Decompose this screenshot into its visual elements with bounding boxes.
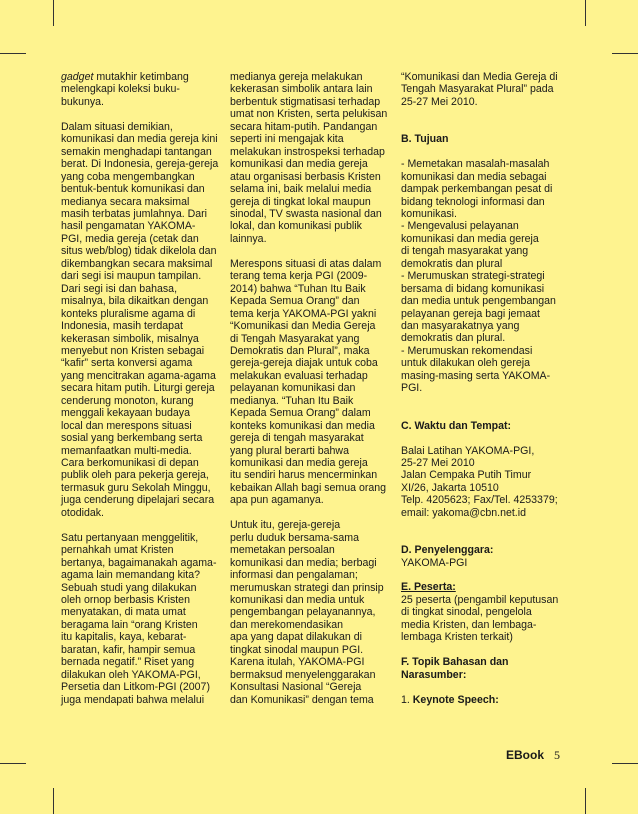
text-line: bentuk-bentuk komunikasi dan	[61, 183, 205, 196]
keynote-label: Keynote Speech:	[412, 693, 499, 706]
spacer	[401, 432, 573, 444]
text-line: lainnya.	[230, 232, 267, 245]
text-line: memetakan persoalan	[230, 544, 335, 557]
text-line: Karena itulah, YAKOMA-PGI	[230, 656, 365, 669]
spacer	[401, 681, 573, 693]
text-line: Untuk itu, gereja-gereja	[230, 519, 341, 532]
text-line: memanfaatkan multi-media.	[61, 444, 192, 457]
text-line: di tengah masyarakat yang	[401, 245, 529, 258]
text-line: melakukan instrospeksi terhadap	[230, 145, 385, 158]
text-line: konteks pluralisme agama di	[61, 307, 196, 320]
section-heading-waktu: C. Waktu dan Tempat:	[401, 419, 512, 432]
peserta-details	[401, 594, 573, 644]
crop-mark	[612, 763, 638, 764]
text-line: termasuk guru Sekolah Minggu,	[61, 481, 211, 494]
text-line: Tengah Masyarakat Plural” pada	[401, 83, 554, 96]
text-line: Balai Latihan YAKOMA-PGI,	[401, 444, 535, 457]
text-line: local dan merespons situasi	[61, 419, 192, 432]
text-line: pelayanan komunikasi dan	[230, 382, 356, 395]
text-line: - Mengevalusi pelayanan	[401, 220, 519, 233]
text-line: menyebut non Kristen sebagai	[61, 344, 205, 357]
text-line: menyatakan, di mata umat	[61, 606, 186, 619]
text-line: Cara berkomunikasi di depan	[61, 457, 199, 470]
text-line: Dalam situasi demikian,	[61, 120, 173, 133]
text-line: oleh ornop berbasis Kristen	[61, 594, 190, 606]
crop-mark	[0, 763, 26, 764]
text-line: Indonesia, masih terdapat	[61, 320, 183, 333]
text-line: dilakukan oleh YAKOMA-PGI,	[61, 668, 201, 681]
text-line: demokratis dan plural	[401, 257, 503, 270]
crop-mark	[585, 788, 586, 814]
text-line: Merespons situasi di atas dalam	[230, 257, 382, 270]
text-line: beragama lain “orang Kristen	[61, 618, 198, 631]
text-line: selama ini, baik melalui media	[230, 183, 372, 196]
text-line: informasi dan pengalaman;	[230, 569, 358, 582]
text-line: bertanya, bagaimanakah agama-	[61, 556, 217, 569]
text-line: melengkapi koleksi buku-	[61, 83, 180, 96]
text-line: tingkat sinodal maupun PGI.	[230, 643, 364, 656]
text-line: dan media untuk pengembangan	[401, 295, 556, 308]
text-line: cenderung monoton, kurang	[61, 394, 194, 407]
text-line: berat. Di Indonesia, gereja-gereja	[61, 158, 219, 171]
spacer	[401, 519, 573, 544]
text-run: mutakhir ketimbang	[93, 71, 189, 83]
text-line: F. Topik Bahasan dan	[401, 656, 509, 669]
text-line: publik oleh para pekerja gereja,	[61, 469, 209, 482]
text-line: lembaga Kristen terkait)	[401, 631, 513, 644]
text-line: agama lain memandang kita?	[61, 569, 200, 582]
spacer	[401, 108, 573, 133]
text-line: PGI, media gereja (cetak dan	[61, 232, 199, 245]
crop-mark	[612, 53, 638, 54]
text-line: - Merumuskan rekomendasi	[401, 344, 533, 357]
text-line: Narasumber:	[401, 668, 467, 681]
text-line: dan Komunikasi” dengan tema	[230, 693, 374, 706]
text-line: juga mendapati bahwa melalui	[61, 693, 205, 706]
text-line: terang tema kerja PGI (2009-	[230, 270, 368, 283]
text-line: masih terbatas jumlahnya. Dari	[61, 207, 208, 220]
text-line: XI/26, Jakarta 10510	[401, 481, 499, 494]
waktu-details	[401, 445, 573, 520]
section-heading-penyelenggara: D. Penyelenggara:	[401, 544, 494, 557]
text-line: - Merumuskan strategi-strategi	[401, 270, 545, 283]
text-line: email: yakoma@cbn.net.id	[401, 506, 526, 519]
text-line: menggali kekayaan budaya	[61, 407, 190, 420]
keynote-number: 1.	[401, 693, 413, 706]
text-line: Dari segi isi dan bahasa,	[61, 282, 178, 295]
paragraph	[61, 532, 221, 706]
text-line: komunikasi dan media; berbagi	[230, 556, 377, 569]
text-line: semakin menghadapi tantangan	[61, 145, 212, 158]
text-line: dampak perkembangan pesat di	[401, 183, 553, 196]
text-line: itu sendiri harus mencerminkan	[230, 469, 378, 482]
page-number: 5	[554, 748, 561, 762]
spacer	[401, 395, 573, 420]
keynote-item	[401, 694, 573, 706]
text-line: di Tengah Masyarakat yang	[230, 332, 360, 345]
text-line: pengembangan pelayanannya,	[230, 606, 376, 619]
text-line: bermaksud menyelenggarakan	[230, 668, 376, 681]
crop-mark	[0, 53, 26, 54]
text-line	[61, 71, 221, 83]
text-line: bersama di bidang komunikasi	[401, 282, 545, 295]
text-line: Telp. 4205623; Fax/Tel. 4253379;	[401, 494, 558, 507]
text-line: “Komunikasi dan Media Gereja di	[401, 71, 558, 83]
text-line: secara hitam-putih. Pandangan	[230, 120, 378, 133]
text-line: medianya gereja melakukan	[230, 71, 363, 83]
text-line: untuk dilakukan oleh gereja	[401, 357, 530, 370]
text-line: tema kerja YAKOMA-PGI yakni	[230, 307, 377, 320]
text-line: media Kristen, dan lembaga-	[401, 618, 537, 631]
text-line: dikembangkan secara maksimal	[61, 257, 213, 270]
text-line: Kepada Semua Orang” dalam	[230, 407, 371, 420]
text-line: gereja di tengah masyarakat	[230, 432, 364, 445]
penyelenggara-value: YAKOMA-PGI	[401, 556, 468, 569]
section-heading-tujuan: B. Tujuan	[401, 133, 449, 146]
text-line: apa pun agamanya.	[230, 494, 324, 507]
text-line: dan masyarakatnya yang	[401, 320, 520, 333]
text-line: bidang teknologi informasi dan	[401, 195, 545, 208]
text-line: bukunya.	[61, 95, 104, 108]
text-line: sinodal, TV swasta nasional dan	[230, 207, 382, 220]
spacer	[401, 644, 573, 656]
section-heading-topik	[401, 656, 573, 681]
text-line: hasil pengamatan YAKOMA-	[61, 220, 196, 233]
text-line: dari segi isi maupun tampilan.	[61, 270, 202, 283]
text-line: kekerasan simbolik, misalnya	[61, 332, 199, 345]
text-line: Sebuah studi yang dilakukan	[61, 581, 197, 594]
text-line: “kafir” serta konversi agama	[61, 357, 193, 370]
text-line: yang coba mengembangkan	[61, 170, 195, 183]
text-line: PGI.	[401, 382, 423, 395]
text-line: masing-masing serta YAKOMA-	[401, 369, 551, 382]
text-line: berbentuk stigmatisasi terhadap	[230, 95, 381, 108]
paragraph	[61, 71, 221, 108]
text-line: Persetia dan Litkom-PGI (2007)	[61, 681, 210, 694]
paragraph	[230, 519, 390, 706]
text-line: juga cenderung dipelajari secara	[61, 494, 215, 507]
crop-mark	[585, 0, 586, 26]
text-line: gereja-gereja diajak untuk coba	[230, 357, 378, 370]
text-line: perlu duduk bersama-sama	[230, 531, 359, 544]
text-line: “Komunikasi dan Media Gereja	[230, 320, 376, 333]
text-line: konteks komunikasi dan media	[230, 419, 375, 432]
text-line: komunikasi.	[401, 207, 457, 220]
text-line: 25 peserta (pengambil keputusan	[401, 593, 559, 606]
text-line: 25-27 Mei 2010.	[401, 95, 478, 108]
text-line: Demokratis dan Plural”, maka	[230, 344, 370, 357]
text-line: misalnya, bila dikaitkan dengan	[61, 295, 209, 308]
paragraph	[230, 258, 390, 507]
text-line: demokratis dan plural.	[401, 332, 506, 345]
text-line: - Memetakan masalah-masalah	[401, 158, 550, 171]
text-line: otodidak.	[61, 506, 104, 519]
spacer	[401, 569, 573, 581]
text-line: sosial yang berkembang serta	[61, 432, 203, 445]
italic-term: gadget	[61, 71, 94, 83]
text-line: komunikasi dan media gereja	[230, 158, 368, 171]
text-line: pelayanan gereja bagi jemaat	[401, 307, 540, 320]
tujuan-list	[401, 158, 573, 395]
text-line: Jalan Cempaka Putih Timur	[401, 469, 532, 482]
text-line: baratan, kafir, hampir semua	[61, 643, 196, 656]
text-line: yang mencitrakan agama-agama	[61, 369, 216, 382]
text-line: 2014) bahwa “Tuhan Itu Baik	[230, 282, 366, 295]
text-line: pernahkah umat Kristen	[61, 544, 174, 557]
text-line: yang plural berarti bahwa	[230, 444, 349, 457]
text-line: komunikasi dan media gereja	[401, 232, 539, 245]
text-line: merumuskan strategi dan prinsip	[230, 581, 384, 594]
text-line: medianya secara maksimal	[61, 195, 190, 208]
text-line: medianya. “Tuhan Itu Baik	[230, 394, 354, 407]
text-line: itu kapitalis, kaya, kebarat-	[61, 631, 187, 644]
text-line: bernada negatif.” Riset yang	[61, 656, 195, 669]
text-line: di tingkat sinodal, pengelola	[401, 606, 532, 619]
text-line: atau organisasi berbasis Kristen	[230, 170, 381, 183]
text-line: komunikasi dan media gereja	[230, 457, 368, 470]
text-line: situs web/blog) tidak dikelola dan	[61, 245, 217, 258]
text-column-2	[230, 71, 390, 719]
section-heading-peserta: E. Peserta:	[401, 581, 456, 594]
text-line: Kepada Semua Orang” dan	[230, 295, 360, 308]
paragraph	[230, 71, 390, 245]
text-line: Satu pertanyaan menggelitik,	[61, 531, 199, 544]
text-line: melakukan evaluasi terhadap	[230, 369, 368, 382]
text-line: umat non Kristen, serta pelukisan	[230, 108, 388, 121]
text-line: kebaikan Allah bagi semua orang	[230, 481, 387, 494]
text-line: dan merekomendasikan	[230, 618, 344, 631]
text-line: lokal, dan komunikasi publik	[230, 220, 362, 233]
text-line: 25-27 Mei 2010	[401, 456, 475, 469]
text-line: kekerasan simbolik antara lain	[230, 83, 373, 96]
text-line: apa yang dapat dilakukan di	[230, 631, 362, 644]
crop-mark	[53, 788, 54, 814]
text-line: komunikasi dan media sebagai	[401, 170, 547, 183]
paragraph	[61, 121, 221, 520]
page-footer	[506, 748, 560, 763]
spacer	[401, 146, 573, 158]
paragraph	[401, 71, 573, 108]
text-line: seperti ini mengajak kita	[230, 133, 344, 146]
text-line: komunikasi dan media untuk	[230, 594, 365, 606]
text-column-1	[61, 71, 221, 719]
ebook-label: EBook	[506, 748, 545, 762]
crop-mark	[53, 0, 54, 26]
text-line: gereja di tingkat lokal maupun	[230, 195, 371, 208]
text-line: Konsultasi Nasional “Gereja	[230, 681, 362, 694]
text-column-3	[401, 71, 573, 706]
text-line: komunikasi dan media gereja kini	[61, 133, 218, 146]
text-line: secara hitam putih. Liturgi gereja	[61, 382, 215, 395]
